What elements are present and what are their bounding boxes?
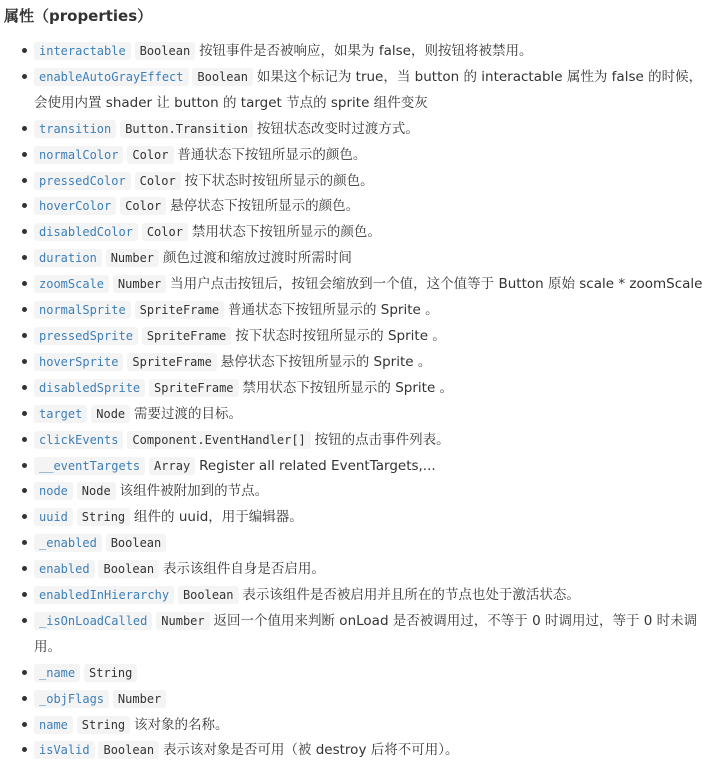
bullet-icon bbox=[22, 307, 27, 312]
property-item bbox=[22, 168, 714, 194]
property-description: 如果这个标记为 true，当 button 的 interactable 属性为 false 的时候，会使用内置 shader 让 button 的 target 节点的 sprite 组件变灰 bbox=[34, 68, 703, 111]
property-name: transition bbox=[34, 120, 116, 138]
property-item bbox=[22, 737, 714, 763]
property-type: String bbox=[77, 716, 130, 734]
property-description: 返回一个值用来判断 onLoad 是否被调用过，不等于 0 时调用过，等于 0 时未调用。 bbox=[34, 612, 698, 655]
bullet-icon bbox=[22, 411, 27, 416]
property-item bbox=[22, 453, 714, 479]
property-description: 普通状态下按钮所显示的 Sprite 。 bbox=[227, 302, 439, 319]
property-description: 禁用状态下按钮所显示的 Sprite 。 bbox=[242, 379, 454, 396]
property-description: 悬停状态下按钮所显示的 Sprite 。 bbox=[220, 353, 432, 370]
property-type: Node bbox=[77, 482, 116, 500]
bullet-icon bbox=[22, 592, 27, 597]
property-item bbox=[22, 271, 714, 297]
property-type: Boolean bbox=[192, 68, 253, 86]
property-type: SpriteFrame bbox=[135, 301, 224, 319]
property-name: enableAutoGrayEffect bbox=[34, 68, 189, 86]
property-item bbox=[22, 38, 714, 64]
property-type: Boolean bbox=[98, 560, 159, 578]
property-type: Color bbox=[142, 223, 188, 241]
property-name: normalColor bbox=[34, 146, 123, 164]
property-description: 该对象的名称。 bbox=[134, 716, 229, 733]
property-description: 组件的 uuid，用于编辑器。 bbox=[134, 509, 303, 526]
bullet-icon bbox=[22, 359, 27, 364]
property-description: 表示该对象是否可用（被 destroy 后将不可用）。 bbox=[162, 742, 459, 759]
property-name: zoomScale bbox=[34, 275, 109, 293]
bullet-icon bbox=[22, 333, 27, 338]
property-name: hoverColor bbox=[34, 197, 116, 215]
property-name: disabledColor bbox=[34, 223, 138, 241]
property-description: 需要过渡的目标。 bbox=[134, 405, 243, 422]
property-item bbox=[22, 608, 714, 660]
property-type: SpriteFrame bbox=[127, 353, 216, 371]
property-description: 按钮状态改变时过渡方式。 bbox=[256, 120, 419, 137]
property-type: SpriteFrame bbox=[149, 379, 238, 397]
property-item bbox=[22, 530, 714, 556]
property-description: 该组件被附加到的节点。 bbox=[119, 483, 269, 500]
property-item bbox=[22, 427, 714, 453]
property-name: duration bbox=[34, 249, 102, 267]
property-item bbox=[22, 64, 714, 116]
property-type: Boolean bbox=[178, 586, 239, 604]
property-description: 悬停状态下按钮所显示的颜色。 bbox=[170, 198, 360, 215]
bullet-icon bbox=[22, 203, 27, 208]
property-type: Component.EventHandler[] bbox=[127, 431, 310, 449]
property-item bbox=[22, 556, 714, 582]
property-item bbox=[22, 712, 714, 738]
bullet-icon bbox=[22, 74, 27, 79]
property-item bbox=[22, 478, 714, 504]
bullet-icon bbox=[22, 48, 27, 53]
property-type: Boolean bbox=[106, 534, 167, 552]
property-type: Color bbox=[127, 146, 173, 164]
property-item bbox=[22, 504, 714, 530]
bullet-icon bbox=[22, 566, 27, 571]
bullet-icon bbox=[22, 126, 27, 131]
property-item bbox=[22, 582, 714, 608]
bullet-icon bbox=[22, 152, 27, 157]
property-type: Number bbox=[113, 275, 166, 293]
bullet-icon bbox=[22, 722, 27, 727]
bullet-icon bbox=[22, 255, 27, 260]
property-type: String bbox=[84, 664, 137, 682]
bullet-icon bbox=[22, 747, 27, 752]
property-name: enabled bbox=[34, 560, 95, 578]
property-name: disabledSprite bbox=[34, 379, 145, 397]
property-description: 表示该组件自身是否启用。 bbox=[162, 561, 325, 578]
property-item bbox=[22, 245, 714, 271]
property-type: Color bbox=[120, 197, 166, 215]
property-type: Array bbox=[149, 457, 195, 475]
bullet-icon bbox=[22, 463, 27, 468]
property-name: target bbox=[34, 405, 87, 423]
property-name: _enabled bbox=[34, 534, 102, 552]
bullet-icon bbox=[22, 229, 27, 234]
property-name: _isOnLoadCalled bbox=[34, 612, 152, 630]
property-item bbox=[22, 375, 714, 401]
property-description: 当用户点击按钮后，按钮会缩放到一个值，这个值等于 Button 原始 scale * zoomScale bbox=[170, 276, 703, 293]
property-description: 按钮事件是否被响应，如果为 false，则按钮将被禁用。 bbox=[199, 43, 533, 59]
property-description: Register all related EventTargets,... bbox=[199, 457, 436, 474]
property-type: Number bbox=[156, 612, 209, 630]
property-name: isValid bbox=[34, 741, 95, 759]
property-item bbox=[22, 142, 714, 168]
property-item bbox=[22, 349, 714, 375]
property-item bbox=[22, 686, 714, 712]
section-heading: 属性（properties） bbox=[4, 7, 153, 25]
property-name: name bbox=[34, 716, 73, 734]
bullet-icon bbox=[22, 385, 27, 390]
bullet-icon bbox=[22, 488, 27, 493]
property-item bbox=[22, 219, 714, 245]
property-type: Number bbox=[106, 249, 159, 267]
property-type: Node bbox=[91, 405, 130, 423]
property-description: 按钮的点击事件列表。 bbox=[314, 431, 450, 448]
bullet-icon bbox=[22, 618, 27, 623]
property-item bbox=[22, 660, 714, 686]
bullet-icon bbox=[22, 281, 27, 286]
bullet-icon bbox=[22, 514, 27, 519]
property-item bbox=[22, 193, 714, 219]
property-name: interactable bbox=[34, 42, 131, 60]
property-name: hoverSprite bbox=[34, 353, 123, 371]
property-description: 普通状态下按钮所显示的颜色。 bbox=[177, 146, 367, 163]
property-name: uuid bbox=[34, 508, 73, 526]
property-item bbox=[22, 401, 714, 427]
property-name: __eventTargets bbox=[34, 457, 145, 475]
property-description: 禁用状态下按钮所显示的颜色。 bbox=[191, 224, 381, 241]
bullet-icon bbox=[22, 540, 27, 545]
property-item bbox=[22, 323, 714, 349]
property-list bbox=[4, 38, 714, 763]
property-description: 按下状态时按钮所显示的颜色。 bbox=[184, 172, 374, 189]
bullet-icon bbox=[22, 437, 27, 442]
property-name: pressedSprite bbox=[34, 327, 138, 345]
property-type: Boolean bbox=[135, 42, 196, 60]
property-description: 按下状态时按钮所显示的 Sprite 。 bbox=[235, 327, 446, 344]
property-name: _objFlags bbox=[34, 690, 109, 708]
property-type: Color bbox=[135, 172, 181, 190]
property-item bbox=[22, 297, 714, 323]
property-type: Boolean bbox=[98, 741, 159, 759]
property-item bbox=[22, 116, 714, 142]
bullet-icon bbox=[22, 670, 27, 675]
property-name: normalSprite bbox=[34, 301, 131, 319]
property-name: node bbox=[34, 482, 73, 500]
bullet-icon bbox=[22, 696, 27, 701]
property-description: 表示该组件是否被启用并且所在的节点也处于激活状态。 bbox=[242, 587, 580, 604]
property-type: Number bbox=[113, 690, 166, 708]
property-type: SpriteFrame bbox=[142, 327, 231, 345]
property-name: clickEvents bbox=[34, 431, 123, 449]
property-type: Button.Transition bbox=[120, 120, 253, 138]
property-name: pressedColor bbox=[34, 172, 131, 190]
bullet-icon bbox=[22, 178, 27, 183]
property-type: String bbox=[77, 508, 130, 526]
property-name: _name bbox=[34, 664, 80, 682]
property-name: enabledInHierarchy bbox=[34, 586, 174, 604]
property-description: 颜色过渡和缩放过渡时所需时间 bbox=[162, 250, 352, 267]
